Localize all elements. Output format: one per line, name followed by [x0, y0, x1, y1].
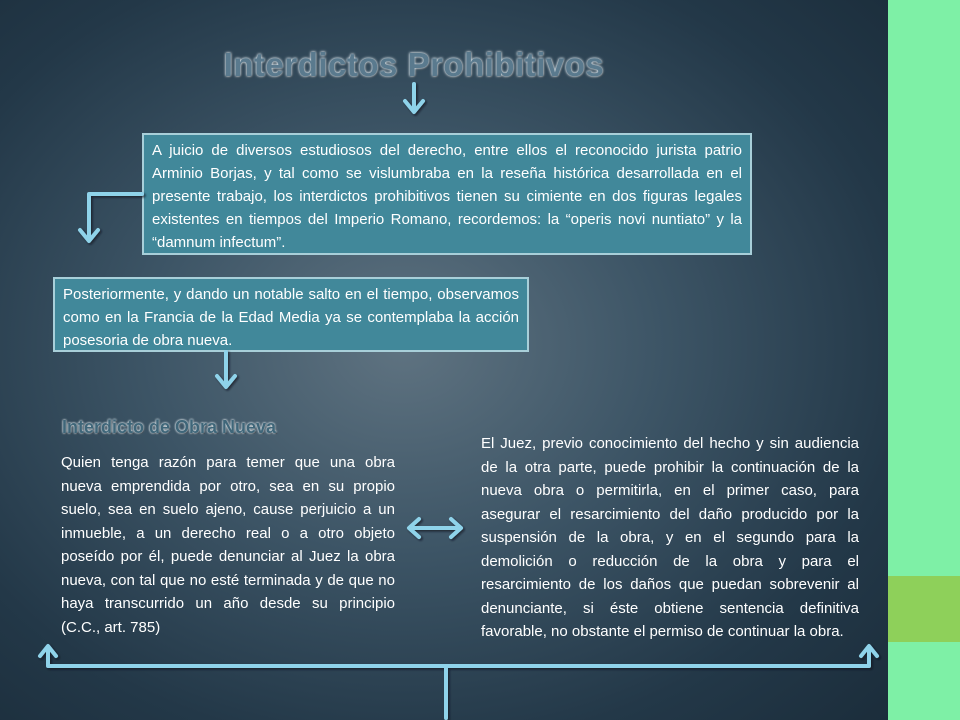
arrow-bottom-bracket-icon	[40, 646, 877, 718]
arrow-down-box2-icon	[217, 352, 235, 387]
section-subtitle: Interdicto de Obra Nueva	[62, 417, 277, 437]
slide-title: Interdictos Prohibitivos	[223, 46, 605, 83]
arrow-down-title-icon	[405, 84, 423, 112]
arrow-double-horizontal-icon	[409, 519, 461, 537]
definition-text: Quien tenga razón para temer que una obra nueva emprendida por otro, sea en su propio suelo, sea en suelo ajeno, cause perjuicio a un inmueble, a un derecho real o a otro objeto poseído por él, puede denunciar al Juez la obra nueva, con tal que no esté terminada y de que no haya transcurrido un año desde su principio (C.C., art. 785)	[61, 454, 395, 636]
intro-text-box: A juicio de diversos estudiosos del derecho, entre ellos el reconocido jurista patrio Arminio Borjas, y tal como se vislumbraba en la reseña histórica desarrollada en el presente trabajo, los interdictos prohibitivos tienen su cimiente en dos figuras legales existentes en tiempos del Imperio Romano, recordemos: la “operis novi nuntiato” y la “damnum infectum”.	[142, 133, 752, 255]
arrow-elbow-left-icon	[80, 194, 142, 241]
history-text-box: Posteriormente, y dando un notable salto en el tiempo, observamos como en la Francia de la Edad Media ya se contemplaba la acción posesoria de obra nueva.	[53, 277, 529, 352]
judge-text: El Juez, previo conocimiento del hecho y sin audiencia de la otra parte, puede prohibir la continuación de la nueva obra o permitirla, en el primer caso, para asegurar el resarcimiento del daño producido por la suspensión de la obra, y en el segundo para la demolición o reducción de la obra y para el resarcimiento de los daños que puedan sobrevenir al denunciante, si éste obtiene sentencia definitiva favorable, no obstante el permiso de continuar la obra.	[481, 435, 859, 640]
side-decor-accent	[888, 576, 960, 642]
